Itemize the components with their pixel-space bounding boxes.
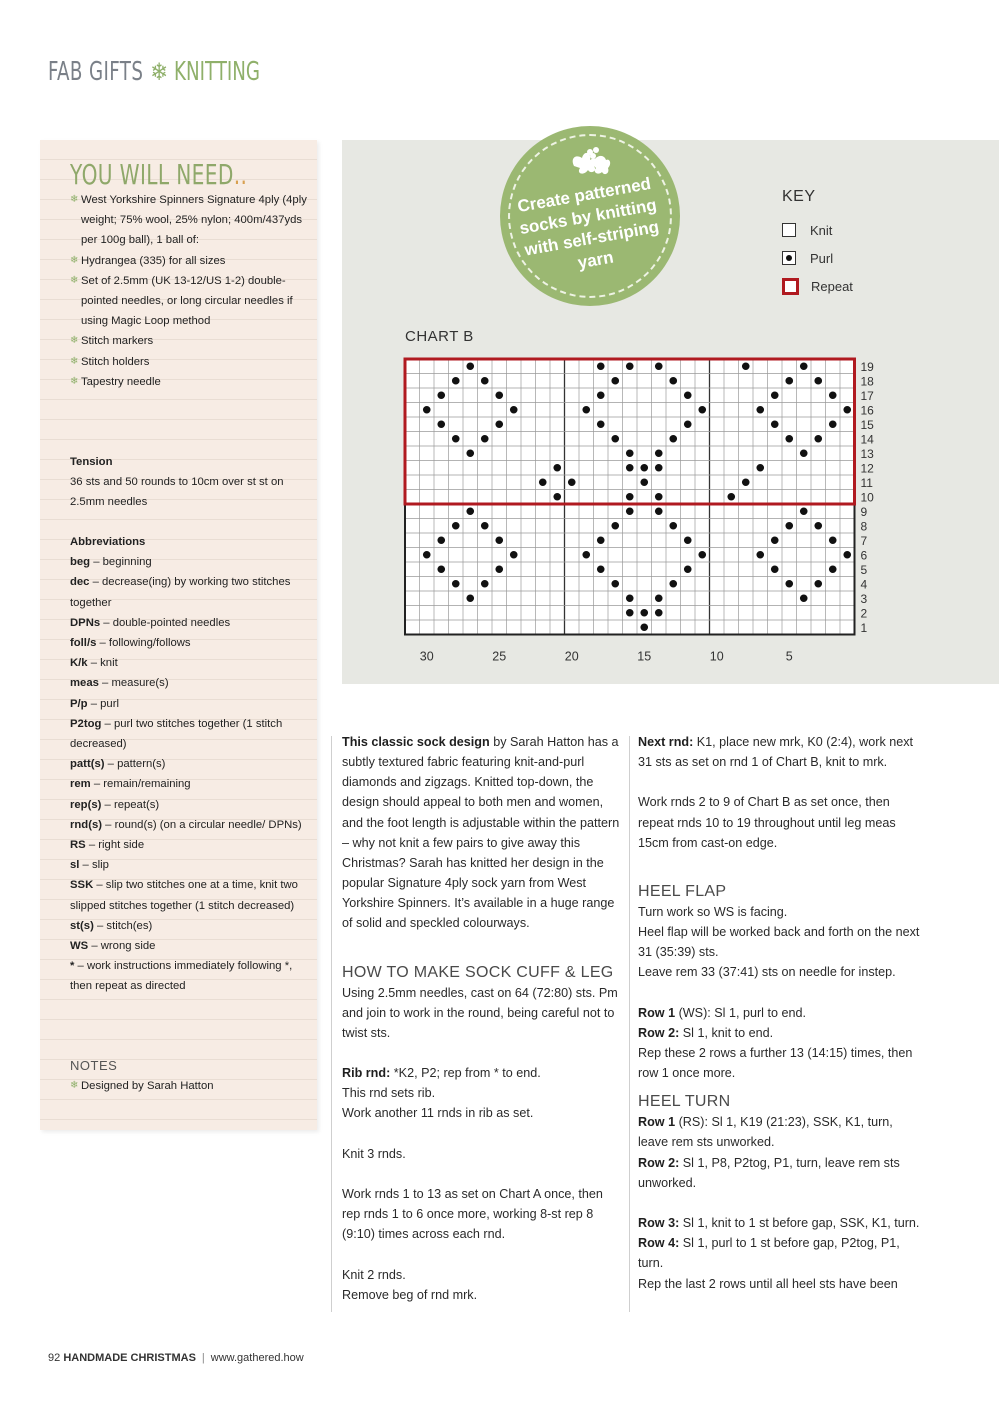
- row-number-label: 4: [860, 577, 868, 592]
- purl-stitch-dot: [626, 464, 634, 472]
- turn-row-3-text: Sl 1, knit to 1 st before gap, SSK, K1, turn.: [679, 1216, 920, 1231]
- abbreviation-item: [70, 835, 308, 855]
- purl-stitch-dot: [640, 464, 648, 472]
- turn-row-2: [638, 1153, 920, 1193]
- purl-stitch-dot: [626, 362, 634, 370]
- row-number-label: 14: [860, 432, 874, 447]
- material-text: Set of 2.5mm (UK 13-12/US 1-2) double-pointed needles, or long circular needles if using Magic Loop method: [81, 274, 293, 328]
- flap-row-2: [638, 1023, 920, 1043]
- row-number-label: 19: [860, 359, 874, 374]
- page-header: [48, 55, 285, 89]
- material-item: [70, 372, 308, 392]
- abbreviation-term: dec: [70, 576, 90, 589]
- turn-repeat: Rep the last 2 rows until all heel sts have been: [638, 1276, 898, 1291]
- turn-row-2-text: Sl 1, P8, P2tog, P1, turn, leave rem sts unworked.: [638, 1155, 900, 1190]
- purl-stitch-dot: [655, 449, 663, 457]
- material-item: [70, 352, 308, 372]
- purl-stitch-dot: [553, 493, 561, 501]
- material-text: Tapestry needle: [81, 375, 161, 388]
- purl-stitch-dot: [597, 420, 605, 428]
- snowflake-bullet-icon: ❄: [70, 254, 79, 266]
- purl-stitch-dot: [843, 406, 851, 414]
- column-number-label: 15: [637, 649, 652, 664]
- abbreviation-def: – purl two stitches together (1 stitch decreased): [70, 717, 283, 751]
- column-number-label: 5: [785, 649, 793, 664]
- snowflake-icon: ❄: [150, 58, 169, 86]
- purl-stitch-dot: [814, 522, 822, 530]
- purl-stitch-dot: [626, 609, 634, 617]
- purl-symbol-icon: [782, 251, 796, 265]
- purl-stitch-dot: [510, 406, 518, 414]
- abbreviation-term: sl: [70, 859, 80, 872]
- intro-text: by Sarah Hatton has a subtly textured fabric featuring knit-and-purl diamonds and zigzags. Knitted top-down, the design should appeal to both men and women, and the foot length is adjustable within the pattern – why not knit a few pairs to give away this Christmas? Sarah has knitted her design in the popular Signature 4ply sock yarn from West Yorkshire Spinners. It’s available in a huge range of solid and speckled colourways.: [342, 735, 620, 931]
- purl-stitch-dot: [611, 580, 619, 588]
- material-text: Stitch holders: [81, 355, 150, 368]
- snowflake-bullet-icon: ❄: [70, 355, 79, 367]
- heel-turn-heading: HEEL TURN: [638, 1093, 731, 1111]
- next-round: [638, 732, 920, 772]
- purl-stitch-dot: [800, 594, 808, 602]
- purl-stitch-dot: [481, 580, 489, 588]
- row-number-label: 16: [860, 403, 874, 418]
- badge-text: Create patterned socks by knitting with self-striping yarn: [515, 173, 661, 273]
- purl-stitch-dot: [452, 580, 460, 588]
- purl-stitch-dot: [553, 464, 561, 472]
- column-divider: [629, 736, 630, 1312]
- abbreviation-term: SSK: [70, 879, 94, 892]
- chart-title: CHART B: [405, 328, 474, 345]
- heel-flap-3: Leave rem 33 (37:41) sts on needle for instep.: [638, 965, 896, 980]
- row-number-label: 6: [860, 548, 868, 563]
- abbreviation-def: – double-pointed needles: [100, 616, 231, 629]
- flap-row-1-label: Row 1: [638, 1005, 676, 1020]
- abbreviation-item: [70, 855, 308, 875]
- row-number-label: 7: [860, 533, 868, 548]
- abbreviation-def: – beginning: [90, 556, 152, 569]
- purl-stitch-dot: [582, 551, 590, 559]
- purl-stitch-dot: [481, 435, 489, 443]
- purl-stitch-dot: [829, 565, 837, 573]
- row-number-label: 11: [860, 475, 873, 490]
- purl-stitch-dot: [684, 420, 692, 428]
- purl-stitch-dot: [742, 362, 750, 370]
- abbreviation-term: st(s): [70, 919, 94, 932]
- abbreviation-term: *: [70, 960, 75, 973]
- notes-list: [70, 1076, 308, 1096]
- purl-stitch-dot: [742, 478, 750, 486]
- material-text: West Yorkshire Spinners Signature 4ply (4ply weight; 75% wool, 25% nylon; 400m/437yds per 100g ball), 1 ball of:: [81, 194, 307, 247]
- purl-stitch-dot: [466, 594, 474, 602]
- knit-symbol-icon: [782, 223, 796, 237]
- key-repeat-label: Repeat: [811, 278, 853, 294]
- abbreviation-term: P2tog: [70, 717, 102, 730]
- purl-stitch-dot: [814, 435, 822, 443]
- note-item: [70, 1076, 308, 1096]
- repeat-symbol-icon: [782, 278, 799, 295]
- category-title: KNITTING: [174, 57, 261, 87]
- abbreviation-def: – remain/remaining: [90, 778, 191, 791]
- tension-text: 36 sts and 50 rounds to 10cm over st st on 2.5mm needles: [70, 476, 284, 509]
- purl-stitch-dot: [655, 362, 663, 370]
- purl-stitch-dot: [640, 623, 648, 631]
- abbreviation-item: [70, 815, 308, 835]
- abbreviation-def: – decrease(ing) by working two stitches together: [70, 576, 291, 609]
- abbreviation-item: [70, 754, 308, 774]
- purl-stitch-dot: [611, 522, 619, 530]
- flap-row-2-text: Sl 1, knit to end.: [679, 1025, 774, 1040]
- snowflake-bullet-icon: ❄: [70, 375, 79, 387]
- abbreviation-item: [70, 795, 308, 815]
- turn-row-3-label: Row 3:: [638, 1216, 680, 1231]
- chart-b-instruction: Work rnds 2 to 9 of Chart B as set once, then repeat rnds 10 to 19 throughout until leg meas 15cm from cast-on edge.: [638, 795, 896, 850]
- purl-stitch-dot: [785, 435, 793, 443]
- column-number-label: 20: [564, 649, 579, 664]
- flap-row-1-text: (WS): Sl 1, purl to end.: [675, 1005, 806, 1020]
- purl-stitch-dot: [437, 536, 445, 544]
- purl-stitch-dot: [814, 377, 822, 385]
- purl-stitch-dot: [466, 507, 474, 515]
- purl-stitch-dot: [640, 609, 648, 617]
- rib-label: Rib rnd:: [342, 1066, 391, 1081]
- abbreviation-item: [70, 572, 308, 612]
- purl-stitch-dot: [655, 464, 663, 472]
- purl-stitch-dot: [669, 580, 677, 588]
- purl-stitch-dot: [611, 435, 619, 443]
- intro-paragraph: [342, 732, 624, 934]
- heel-flap-heading: HEEL FLAP: [638, 882, 727, 900]
- page-number: 92: [48, 1352, 61, 1364]
- purl-stitch-dot: [626, 449, 634, 457]
- rib-more: Work another 11 rnds in rib as set.: [342, 1106, 534, 1121]
- footer-separator: |: [201, 1352, 205, 1364]
- purl-stitch-dot: [582, 406, 590, 414]
- flap-repeat: Rep these 2 rows a further 13 (14:15) times, then row 1 once more.: [638, 1046, 913, 1081]
- purl-stitch-dot: [771, 565, 779, 573]
- abbreviation-item: [70, 774, 308, 794]
- material-item: [70, 271, 308, 332]
- purl-stitch-dot: [495, 420, 503, 428]
- abbreviation-term: foll/s: [70, 637, 97, 650]
- purl-stitch-dot: [495, 391, 503, 399]
- abbreviation-term: rem: [70, 778, 91, 791]
- intro-lead: This classic sock design: [342, 735, 490, 749]
- turn-row-1-label: Row 1: [638, 1115, 676, 1130]
- key-purl: [782, 244, 853, 272]
- row-number-label: 18: [860, 374, 874, 389]
- purl-stitch-dot: [481, 377, 489, 385]
- purl-stitch-dot: [655, 609, 663, 617]
- key-purl-label: Purl: [810, 250, 834, 266]
- key-knit: [782, 216, 853, 244]
- turn-row-3: [638, 1213, 920, 1233]
- materials-list: [70, 190, 308, 392]
- chart-a-instruction: Work rnds 1 to 13 as set on Chart A once, then rep rnds 1 to 6 once more, working 8-st rep 8 (9:10) times across each rnd.: [342, 1187, 603, 1242]
- purl-stitch-dot: [669, 377, 677, 385]
- body-column-2: [638, 732, 920, 1294]
- you-will-need-sidebar: [40, 140, 317, 1130]
- notes-title: NOTES: [70, 1058, 118, 1073]
- abbreviation-def: – stitch(es): [93, 919, 153, 932]
- abbreviation-term: patt(s): [70, 758, 105, 771]
- abbreviation-term: rep(s): [70, 798, 102, 811]
- abbreviation-item: [70, 956, 308, 996]
- purl-stitch-dot: [771, 536, 779, 544]
- turn-row-4: [638, 1233, 920, 1273]
- abbreviation-def: – purl: [87, 697, 119, 710]
- abbreviation-term: rnd(s): [70, 818, 103, 831]
- abbreviation-def: – slip two stitches one at a time, knit two slipped stitches together (1 stitch decreased): [70, 879, 298, 912]
- footer-url: www.gathered.how: [210, 1352, 304, 1364]
- cuff-heading: HOW TO MAKE SOCK CUFF & LEG: [342, 963, 614, 981]
- abbreviations-list: [70, 552, 308, 996]
- purl-stitch-dot: [626, 594, 634, 602]
- sidebar-title: YOU WILL NEED..: [70, 158, 248, 191]
- row-number-label: 17: [860, 388, 874, 403]
- abbreviation-def: – measure(s): [98, 677, 169, 690]
- column-divider: [331, 736, 332, 1312]
- page-footer: [48, 1352, 304, 1364]
- purl-stitch-dot: [452, 377, 460, 385]
- tension-section: [70, 452, 308, 513]
- abbreviation-def: – following/follows: [96, 637, 191, 650]
- purl-stitch-dot: [452, 435, 460, 443]
- next-label: Next rnd:: [638, 735, 694, 749]
- snowflake-bullet-icon: ❄: [70, 274, 79, 286]
- rib-text: *K2, P2; rep from * to end.: [390, 1066, 541, 1081]
- abbreviation-def: – wrong side: [88, 940, 156, 953]
- purl-stitch-dot: [655, 594, 663, 602]
- abbreviation-def: – pattern(s): [104, 758, 166, 771]
- abbreviation-def: – right side: [85, 839, 145, 852]
- purl-stitch-dot: [611, 377, 619, 385]
- abbreviation-item: [70, 653, 308, 673]
- rib-round: [342, 1063, 624, 1083]
- snowflake-bullet-icon: ❄: [70, 335, 79, 347]
- key-repeat: [782, 272, 853, 300]
- abbreviation-item: [70, 714, 308, 754]
- row-number-label: 9: [860, 504, 868, 519]
- abbreviation-item: [70, 633, 308, 653]
- purl-stitch-dot: [423, 406, 431, 414]
- purl-stitch-dot: [495, 565, 503, 573]
- purl-stitch-dot: [843, 551, 851, 559]
- purl-stitch-dot: [669, 522, 677, 530]
- purl-stitch-dot: [539, 478, 547, 486]
- abbreviation-def: – repeat(s): [101, 798, 160, 811]
- material-item: [70, 190, 308, 251]
- purl-stitch-dot: [495, 536, 503, 544]
- row-number-label: 8: [860, 519, 868, 534]
- abbreviation-def: – knit: [87, 657, 118, 670]
- row-number-label: 12: [860, 461, 874, 476]
- purl-stitch-dot: [756, 464, 764, 472]
- holly-icon: [566, 144, 614, 182]
- section-title: FAB GIFTS: [48, 57, 144, 87]
- purl-stitch-dot: [655, 493, 663, 501]
- abbreviation-term: meas: [70, 677, 99, 690]
- magazine-title: HANDMADE CHRISTMAS: [63, 1352, 196, 1364]
- purl-stitch-dot: [640, 478, 648, 486]
- snowflake-bullet-icon: ❄: [70, 1080, 79, 1091]
- abbreviation-term: RS: [70, 839, 86, 852]
- purl-stitch-dot: [756, 551, 764, 559]
- purl-stitch-dot: [829, 391, 837, 399]
- purl-stitch-dot: [597, 565, 605, 573]
- purl-stitch-dot: [829, 536, 837, 544]
- note-text: Designed by Sarah Hatton: [81, 1080, 214, 1092]
- purl-stitch-dot: [771, 420, 779, 428]
- purl-stitch-dot: [437, 420, 445, 428]
- abbreviation-item: [70, 936, 308, 956]
- purl-stitch-dot: [771, 391, 779, 399]
- heel-flap-2: Heel flap will be worked back and forth on the next 31 (35:39) sts.: [638, 925, 920, 960]
- abbreviation-term: DPNs: [70, 616, 101, 629]
- key-knit-label: Knit: [810, 222, 833, 238]
- abbreviation-item: [70, 673, 308, 693]
- purl-stitch-dot: [684, 536, 692, 544]
- purl-stitch-dot: [684, 391, 692, 399]
- flap-row-2-label: Row 2:: [638, 1025, 680, 1040]
- knit-2-rounds: Knit 2 rnds.: [342, 1267, 406, 1282]
- snowflake-bullet-icon: ❄: [70, 194, 79, 205]
- chart-key: [782, 188, 853, 300]
- promo-badge: [500, 126, 680, 306]
- column-number-label: 10: [709, 649, 724, 664]
- abbreviation-def: – work instructions immediately following *, then repeat as directed: [70, 960, 293, 993]
- row-number-label: 2: [860, 606, 868, 621]
- purl-stitch-dot: [437, 565, 445, 573]
- purl-stitch-dot: [597, 391, 605, 399]
- purl-stitch-dot: [423, 551, 431, 559]
- purl-stitch-dot: [466, 449, 474, 457]
- purl-stitch-dot: [597, 362, 605, 370]
- heel-flap-1: Turn work so WS is facing.: [638, 904, 788, 919]
- purl-stitch-dot: [814, 580, 822, 588]
- abbreviation-term: K/k: [70, 657, 88, 670]
- abbreviation-def: – slip: [79, 859, 109, 872]
- row-number-label: 15: [860, 417, 874, 432]
- purl-stitch-dot: [800, 507, 808, 515]
- cuff-text: Using 2.5mm needles, cast on 64 (72:80) sts. Pm and join to work in the round, being careful not to twist sts.: [342, 985, 618, 1040]
- turn-row-1: [638, 1112, 920, 1152]
- column-number-label: 25: [492, 649, 507, 664]
- abbreviation-item: [70, 916, 308, 936]
- material-text: Hydrangea (335) for all sizes: [81, 254, 226, 267]
- purl-stitch-dot: [466, 362, 474, 370]
- material-item: [70, 251, 308, 271]
- abbreviation-def: – round(s) (on a circular needle/ DPNs): [102, 818, 302, 831]
- turn-row-4-text: Sl 1, purl to 1 st before gap, P2tog, P1, turn.: [638, 1236, 900, 1271]
- purl-stitch-dot: [481, 522, 489, 530]
- purl-stitch-dot: [684, 565, 692, 573]
- purl-stitch-dot: [597, 536, 605, 544]
- remove-marker: Remove beg of rnd mrk.: [342, 1287, 478, 1302]
- purl-stitch-dot: [785, 377, 793, 385]
- body-column-1: [342, 732, 624, 1305]
- material-text: Stitch markers: [81, 335, 154, 348]
- row-number-label: 3: [860, 591, 868, 606]
- purl-stitch-dot: [698, 551, 706, 559]
- abbreviations-section: [70, 532, 308, 997]
- purl-stitch-dot: [510, 551, 518, 559]
- purl-stitch-dot: [785, 580, 793, 588]
- purl-stitch-dot: [452, 522, 460, 530]
- next-text: K1, place new mrk, K0 (2:4), work next 31 sts as set on rnd 1 of Chart B, knit to mrk.: [638, 735, 914, 770]
- purl-stitch-dot: [626, 507, 634, 515]
- purl-stitch-dot: [756, 406, 764, 414]
- row-number-label: 1: [860, 620, 868, 635]
- purl-stitch-dot: [568, 478, 576, 486]
- turn-row-2-label: Row 2:: [638, 1155, 680, 1170]
- purl-stitch-dot: [800, 449, 808, 457]
- key-title: KEY: [782, 188, 816, 205]
- purl-stitch-dot: [669, 435, 677, 443]
- purl-stitch-dot: [829, 420, 837, 428]
- abbreviation-item: [70, 613, 308, 633]
- tension-title: Tension: [70, 456, 113, 468]
- purl-stitch-dot: [727, 493, 735, 501]
- column-number-label: 30: [419, 649, 434, 664]
- row-number-label: 13: [860, 446, 874, 461]
- abbreviation-term: P/p: [70, 697, 88, 710]
- flap-row-1: [638, 1003, 920, 1023]
- abbreviation-term: beg: [70, 556, 91, 569]
- purl-stitch-dot: [655, 507, 663, 515]
- abbreviation-item: [70, 694, 308, 714]
- turn-row-1-text: (RS): Sl 1, K19 (21:23), SSK, K1, turn, leave rem sts unworked.: [638, 1115, 893, 1150]
- abbreviation-term: WS: [70, 940, 89, 953]
- abbreviations-title: Abbreviations: [70, 536, 146, 548]
- row-number-label: 10: [860, 490, 874, 505]
- turn-row-4-label: Row 4:: [638, 1236, 680, 1251]
- knit-3-rounds: Knit 3 rnds.: [342, 1146, 406, 1161]
- rib-sets: This rnd sets rib.: [342, 1086, 436, 1101]
- row-number-label: 5: [860, 562, 868, 577]
- chart-b-grid: [400, 352, 880, 664]
- abbreviation-item: [70, 875, 308, 915]
- purl-stitch-dot: [800, 362, 808, 370]
- material-item: [70, 331, 308, 351]
- purl-stitch-dot: [626, 493, 634, 501]
- purl-stitch-dot: [785, 522, 793, 530]
- abbreviation-item: [70, 552, 308, 572]
- purl-stitch-dot: [698, 406, 706, 414]
- purl-stitch-dot: [437, 391, 445, 399]
